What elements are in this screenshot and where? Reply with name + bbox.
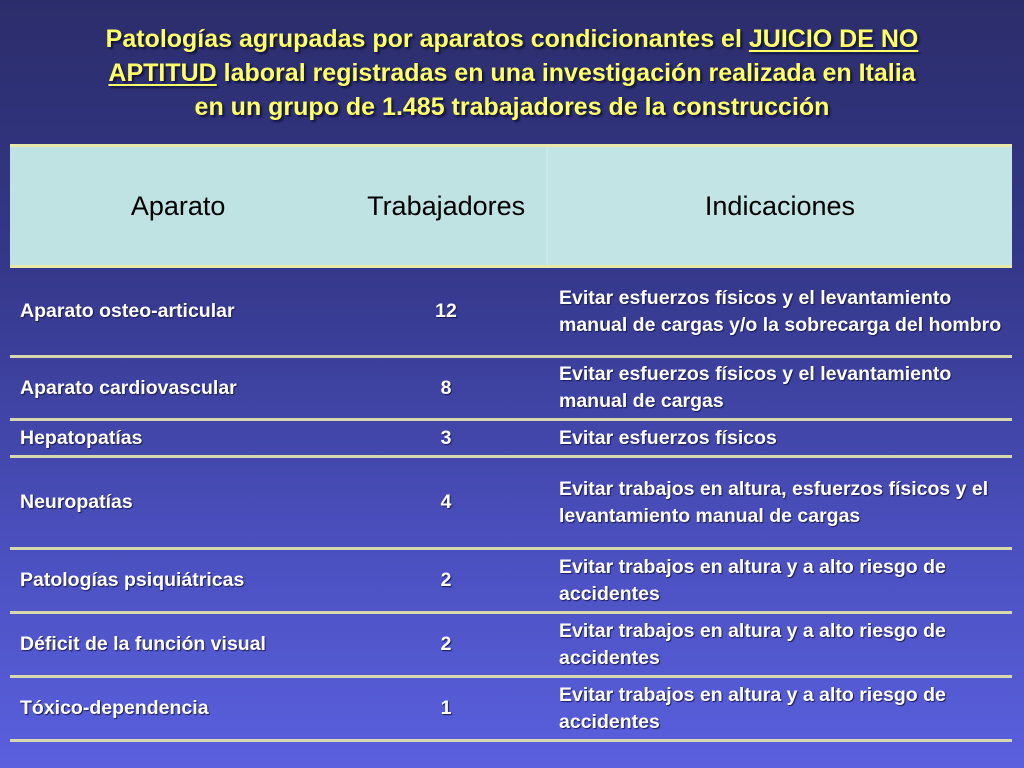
table-row — [10, 678, 1012, 742]
cell-trabajadores: 4 — [440, 491, 452, 513]
cell-indicaciones: Evitar trabajos en altura, esfuerzos físicos y el levantamiento manual de cargas — [559, 477, 989, 527]
slide-title — [20, 22, 1004, 124]
table-row — [10, 614, 1012, 678]
cell-indicaciones: Evitar trabajos en altura y a alto riesgo de accidentes — [559, 619, 946, 669]
cell-trabajadores: 12 — [435, 300, 457, 322]
cell-trabajadores: 2 — [440, 569, 452, 591]
table-row — [10, 458, 1012, 550]
cell-aparato: Patologías psiquiátricas — [20, 569, 245, 591]
title-text-part1: Patologías agrupadas por aparatos condicionantes el — [105, 25, 749, 53]
cell-indicaciones: Evitar esfuerzos físicos — [559, 426, 777, 449]
cell-trabajadores: 3 — [440, 426, 452, 449]
header-trabajadores: Trabajadores — [367, 190, 526, 221]
cell-aparato: Neuropatías — [20, 491, 133, 513]
title-underlined-juicio: JUICIO DE NO — [748, 25, 919, 53]
cell-aparato: Aparato cardiovascular — [20, 376, 237, 399]
table-row — [10, 550, 1012, 614]
table-row — [10, 421, 1012, 458]
table-row — [10, 268, 1012, 358]
cell-aparato: Tóxico-dependencia — [20, 697, 209, 719]
title-text-part2: laboral registradas en una investigación realizada en Italia — [216, 59, 916, 87]
cell-trabajadores: 2 — [440, 633, 452, 655]
header-indicaciones: Indicaciones — [546, 147, 1012, 265]
cell-trabajadores: 1 — [440, 697, 452, 719]
table-header-row — [10, 147, 1012, 268]
cell-aparato: Hepatopatías — [20, 426, 143, 449]
cell-indicaciones: Evitar trabajos en altura y a alto riesgo de accidentes — [559, 555, 946, 605]
cell-indicaciones: Evitar esfuerzos físicos y el levantamiento manual de cargas — [559, 363, 952, 412]
cell-aparato: Déficit de la función visual — [20, 633, 266, 655]
cell-indicaciones: Evitar esfuerzos físicos y el levantamiento manual de cargas y/o la sobrecarga del hombro — [559, 286, 1002, 336]
title-text-line3: en un grupo de 1.485 trabajadores de la construcción — [194, 93, 830, 121]
cell-trabajadores: 8 — [440, 376, 452, 399]
pathology-table — [10, 144, 1012, 742]
table-row — [10, 358, 1012, 421]
title-underlined-aptitud: APTITUD — [108, 59, 217, 87]
cell-indicaciones: Evitar trabajos en altura y a alto riesgo de accidentes — [559, 683, 946, 733]
header-aparato: Aparato — [130, 190, 226, 221]
cell-aparato: Aparato osteo-articular — [20, 300, 235, 322]
